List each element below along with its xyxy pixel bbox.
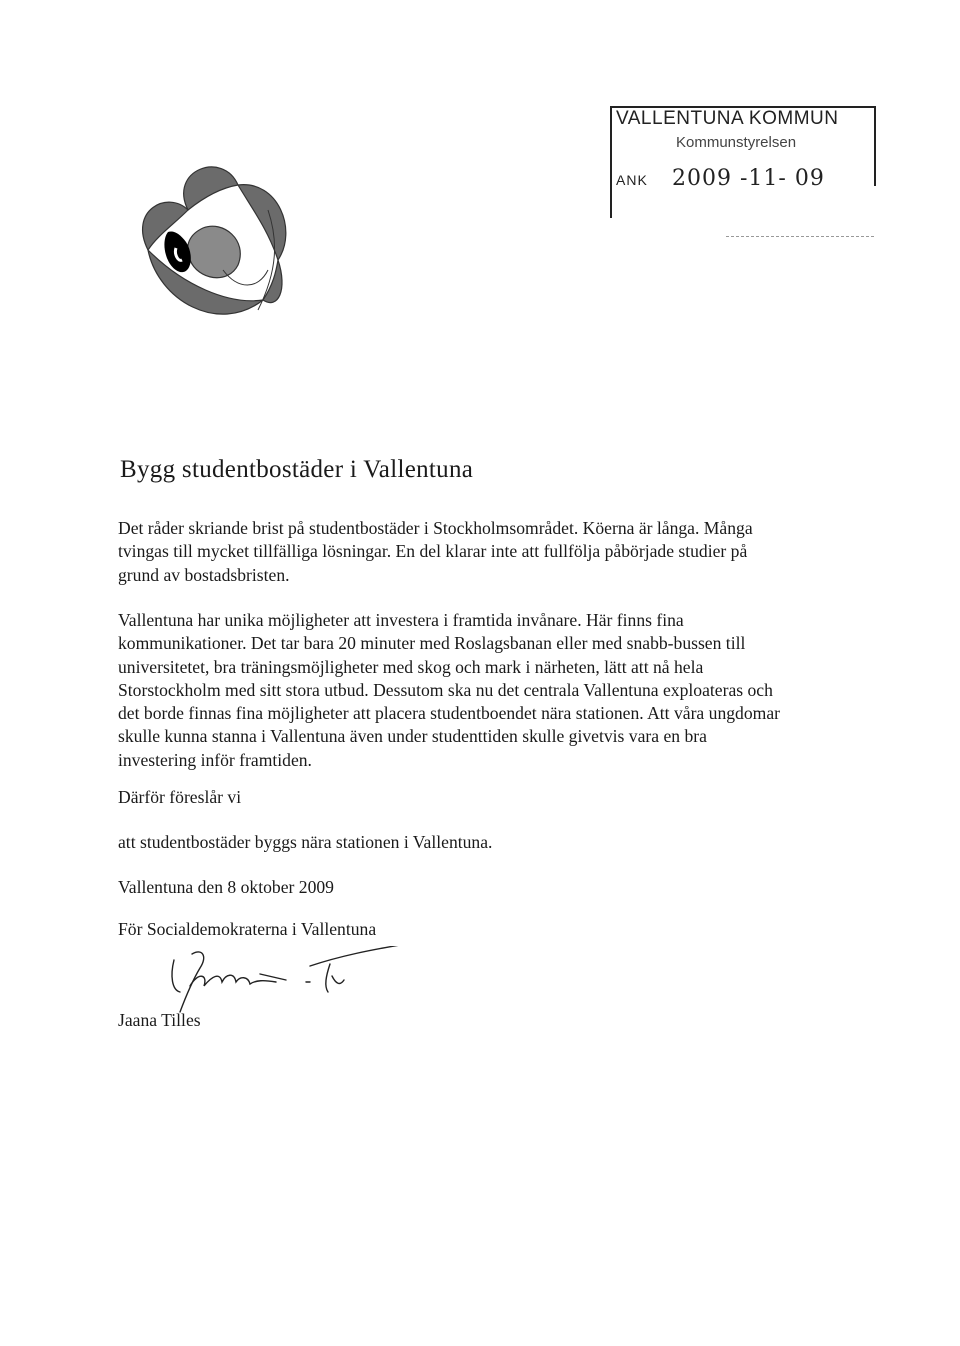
proposal-intro: Därför föreslår vi (118, 787, 242, 807)
rose-logo-icon (128, 150, 296, 340)
stamp-frame (726, 236, 874, 237)
signature-icon (140, 946, 420, 1016)
stamp-department: Kommunstyrelsen (676, 134, 797, 151)
paragraph-line: investering inför framtiden. (118, 749, 312, 770)
stamp-date: 2009 -11- 09 (672, 166, 825, 191)
paragraph-argument (118, 609, 888, 772)
paragraph-line: skulle kunna stanna i Vallentuna även under studenttiden skulle givetvis vara en bra (118, 726, 707, 747)
paragraph-line: kommunikationer. Det tar bara 20 minuter med Roslagsbanan eller med snabb-bussen till (118, 633, 746, 654)
stamp-received-label: ANK (616, 172, 648, 188)
paragraph-intro (118, 517, 888, 587)
place-and-date: Vallentuna den 8 oktober 2009 (118, 877, 334, 897)
stamp-frame (874, 106, 876, 186)
paragraph-line: Det råder skriande brist på studentbostäder i Stockholmsområdet. Köerna är långa. Många (118, 518, 753, 538)
signer-name: Jaana Tilles (118, 1010, 201, 1030)
on-behalf-of: För Socialdemokraterna i Vallentuna (118, 919, 377, 939)
document-title: Bygg studentbostäder i Vallentuna (120, 456, 474, 483)
paragraph-line: det borde finnas fina möjligheter att placera studentboendet nära stationen. Att våra ungdomar (118, 703, 780, 724)
paragraph-line: tvingas till mycket tillfälliga lösningar. En del klarar inte att fullfölja påbörjade studier på (118, 541, 748, 562)
paragraph-line: grund av bostadsbristen. (118, 564, 290, 585)
stamp-frame (610, 106, 612, 218)
paragraph-line: Storstockholm med sitt stora utbud. Dessutom ska nu det centrala Vallentuna exploateras och (118, 679, 773, 700)
paragraph-line: Vallentuna har unika möjligheter att investera i framtida invånare. Här finns fina (118, 610, 684, 630)
received-stamp (606, 102, 876, 242)
paragraph-line: universitetet, bra träningsmöjligheter med skog och mark i närheten, lätt att nå hela (118, 656, 704, 677)
proposal-text: att studentbostäder byggs nära stationen i Vallentuna. (118, 832, 493, 852)
stamp-organization: VALLENTUNA KOMMUN (616, 108, 839, 129)
